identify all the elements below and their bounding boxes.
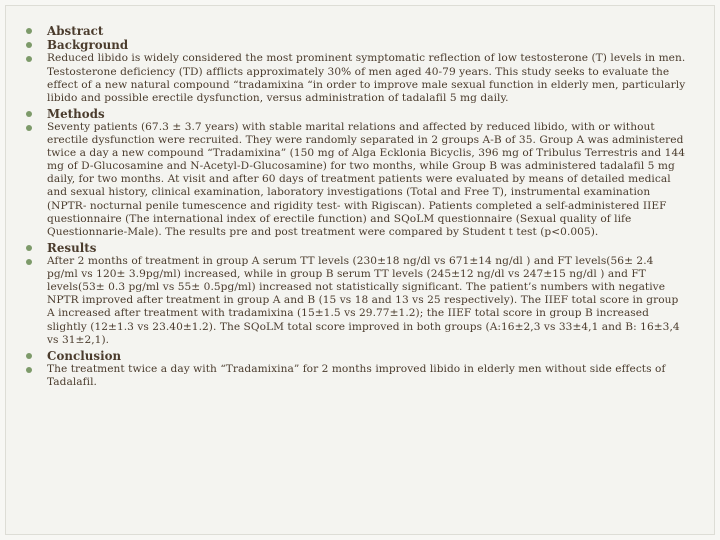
list-item-results-heading	[26, 241, 686, 255]
methods-text: Seventy patients (67.3 ± 3.7 years) with stable marital relations and affected by reduced libido, with or without erectile dysfunction were recruited. They were randomly separated in 2 groups A-B of 35. Group A was administered twice a day a new compound “Tradamixina” (150 mg of Alga Ecklonia Bicyclis, 396 mg of Tribulus Terrestris and 144 mg of D-Glucosamine and N-Acetyl-D-Glucosamine) for two months, while Group B was administered tadalafil 5 mg daily, for two months. At visit and after 60 days of treatment patients were evaluated by means of detailed medical and sexual history, clinical examination, laboratory investigations (Total and Free T), instrumental examination (NPTR- nocturnal penile tumescence and rigidity test- with Rigiscan). Patients completed a self-administered IIEF questionnaire (The international index of erectile function) and SQoLM questionnaire (Sexual quality of life Questionnarie-Male). The results pre and post treatment were compared by Student t test (p<0.005).	[47, 120, 686, 238]
bullet-dot-icon	[26, 353, 32, 359]
list-item-methods-text	[26, 121, 686, 239]
bullet-dot-icon	[26, 111, 32, 117]
background-text: Reduced libido is widely considered the most prominent symptomatic reflection of low testosterone (T) levels in men. Testosterone deficiency (TD) afflicts approximately 30% of men aged 40-79 years. This study seeks to evaluate the effect of a new natural compound “tradamixina “in order to improve male sexual function in elderly men, particularly libido and possible erectile dysfunction, versus administration of tadalafil 5 mg daily.	[47, 52, 686, 104]
bullet-dot-icon	[26, 245, 32, 251]
background-heading: Background	[47, 38, 129, 53]
list-item-methods-heading	[26, 107, 686, 121]
results-heading: Results	[47, 240, 97, 255]
methods-heading: Methods	[47, 106, 105, 121]
abstract-bullet-list	[26, 24, 686, 389]
bullet-dot-icon	[26, 28, 32, 34]
list-item-conclusion-text	[26, 363, 686, 389]
conclusion-text: The treatment twice a day with “Tradamixina” for 2 months improved libido in elderly men without side effects of Tadalafil.	[47, 362, 666, 388]
list-item-abstract-heading	[26, 24, 686, 38]
abstract-heading: Abstract	[47, 24, 104, 38]
bullet-dot-icon	[26, 125, 32, 131]
bullet-dot-icon	[26, 259, 32, 265]
list-item-conclusion-heading	[26, 349, 686, 363]
bullet-dot-icon	[26, 42, 32, 48]
bullet-dot-icon	[26, 367, 32, 373]
bullet-dot-icon	[26, 56, 32, 62]
list-item-results-text	[26, 255, 686, 347]
conclusion-heading: Conclusion	[47, 348, 122, 363]
list-item-background-heading	[26, 38, 686, 52]
list-item-background-text	[26, 52, 686, 104]
results-text: After 2 months of treatment in group A serum TT levels (230±18 ng/dl vs 671±14 ng/dl ) and FT levels(56± 2.4 pg/ml vs 120± 3.9pg/ml) increased, while in group B serum TT levels (245±12 ng/dl vs 247±15 ng/dl ) and FT levels(53± 0.3 pg/ml vs 55± 0.5pg/ml) increased not statistically significant. The patient’s numbers with negative NPTR improved after treatment in group A and B (15 vs 18 and 13 vs 25 respectively). The IIEF total score in group A increased after treatment with tradamixina (15±1.5 vs 29.77±1.2); the IIEF total score in group B increased slightly (12±1.3 vs 23.40±1.2). The SQoLM total score improved in both groups (A:16±2,3 vs 33±4,1 and B: 16±3,4 vs 31±2,1).	[47, 255, 680, 346]
